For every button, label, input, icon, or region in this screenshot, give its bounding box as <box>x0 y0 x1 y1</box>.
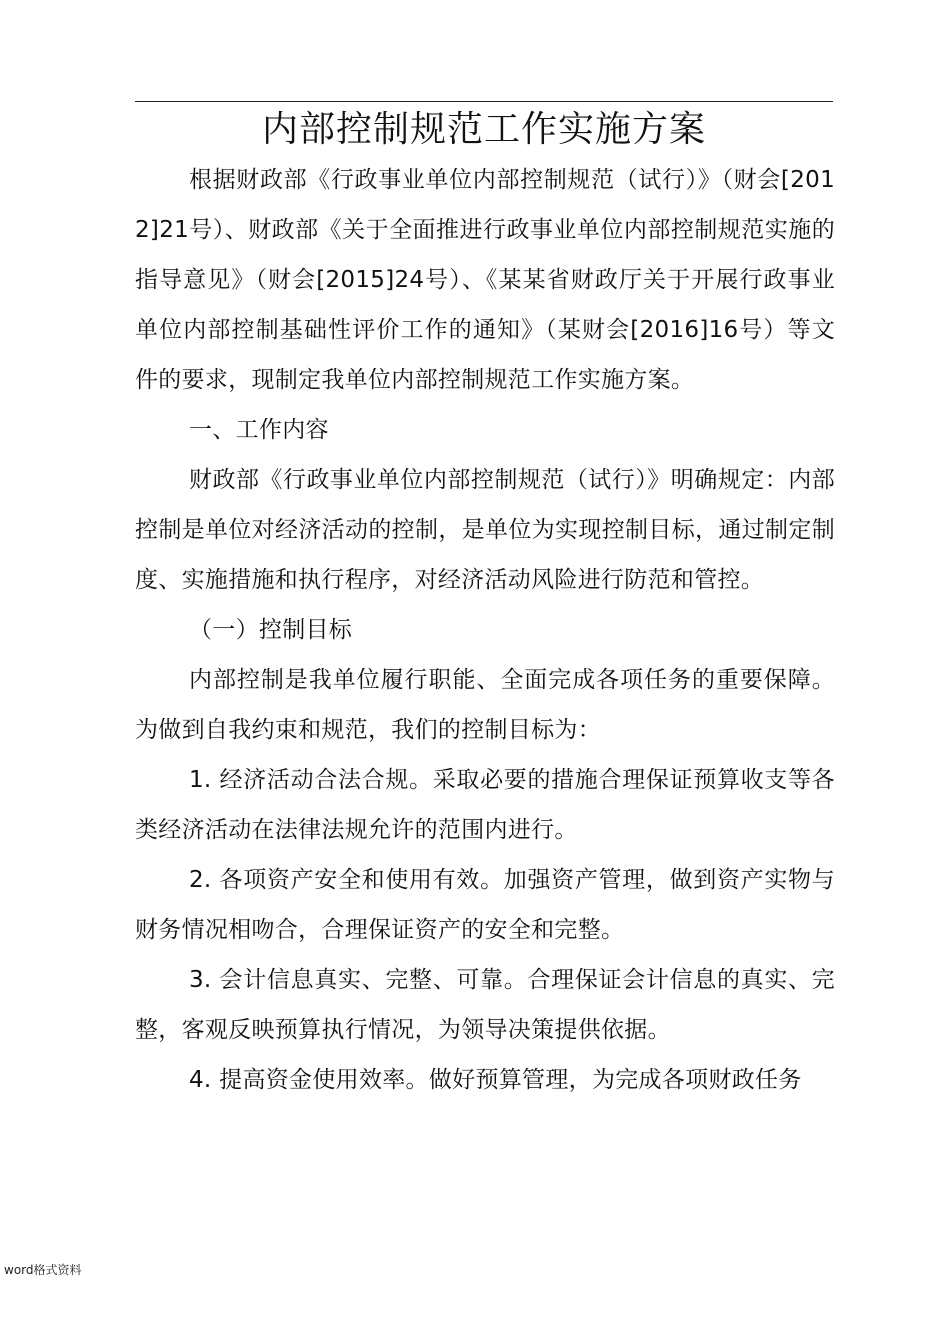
paragraph-basis: 根据财政部《行政事业单位内部控制规范（试行）》（财会[2012]21号）、财政部《关于全面推进行政事业单位内部控制规范实施的指导意见》（财会[2015]24号）、《某某省财政厅关于开展行政事业单位内部控制基础性评价工作的通知》（某财会[2016]16号）等文件的要求，现制定我单位内部控制规范工作实施方案。 <box>135 167 835 393</box>
footer-note: word格式资料 <box>4 1263 82 1277</box>
document-title: 内部控制规范工作实施方案 <box>261 109 706 150</box>
paragraph-definition: 财政部《行政事业单位内部控制规范（试行）》明确规定：内部控制是单位对经济活动的控制，是单位为实现控制目标，通过制定制度、实施措施和执行程序，对经济活动风险进行防范和管控。 <box>135 467 835 593</box>
subsection-heading-control-objectives: （一）控制目标 <box>189 617 353 643</box>
header-rule <box>135 101 833 102</box>
list-item-1: 1. 经济活动合法合规。采取必要的措施合理保证预算收支等各类经济活动在法律法规允许的范围内进行。 <box>135 767 835 843</box>
document-body <box>135 155 835 1105</box>
list-item-2: 2. 各项资产安全和使用有效。加强资产管理，做到资产实物与财务情况相吻合，合理保证资产的安全和完整。 <box>135 867 835 943</box>
section-heading-work-content: 一、工作内容 <box>189 417 329 443</box>
paragraph-objectives-intro: 内部控制是我单位履行职能、全面完成各项任务的重要保障。为做到自我约束和规范，我们的控制目标为： <box>135 667 835 743</box>
list-item-3: 3. 会计信息真实、完整、可靠。合理保证会计信息的真实、完整，客观反映预算执行情况，为领导决策提供依据。 <box>135 967 835 1043</box>
list-item-4: 4. 提高资金使用效率。做好预算管理，为完成各项财政任务 <box>189 1067 802 1093</box>
